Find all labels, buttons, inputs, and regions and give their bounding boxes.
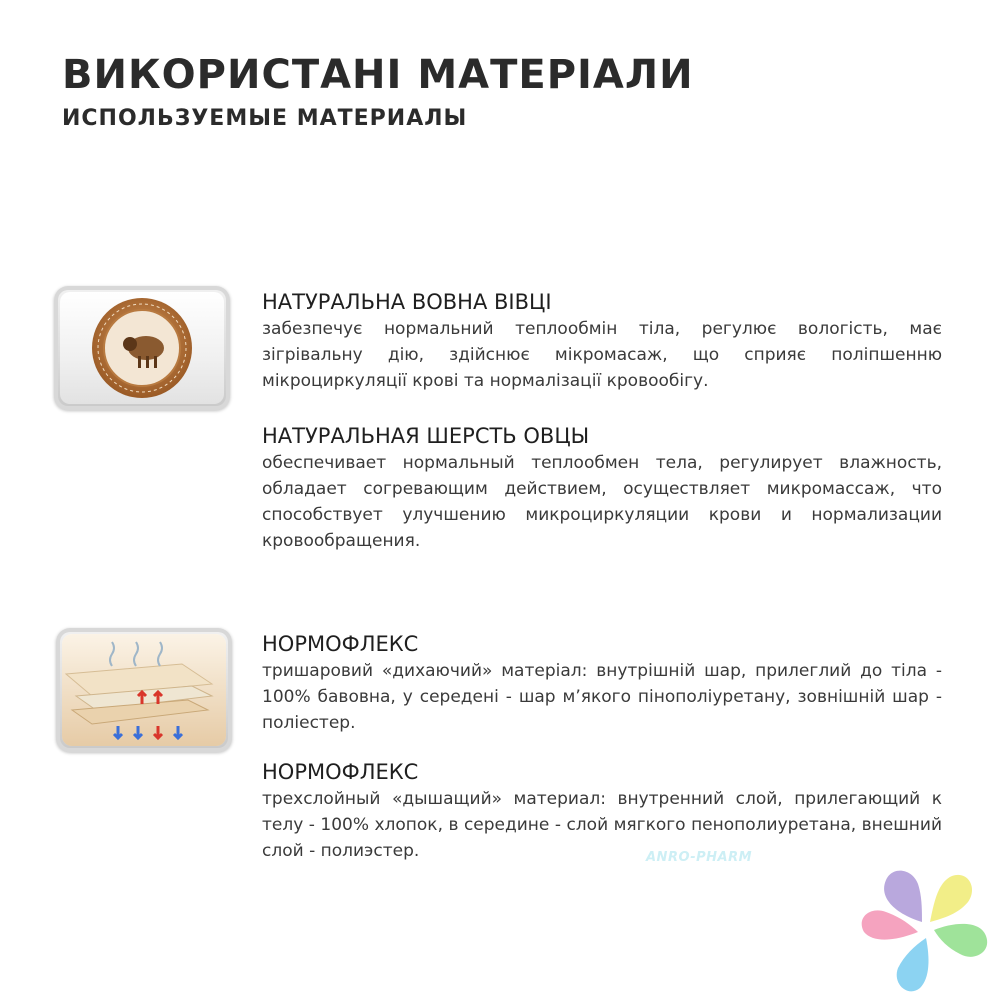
material-normoflex-ru [262, 758, 942, 864]
material-title: НАТУРАЛЬНА ВОВНА ВІВЦІ [262, 290, 552, 314]
material-title: НАТУРАЛЬНАЯ ШЕРСТЬ ОВЦЫ [262, 424, 590, 448]
watermark: ANRO-PHARM [646, 850, 753, 865]
wool-tile [54, 286, 230, 410]
normoflex-tile [56, 628, 232, 752]
layered-fabric-icon [62, 634, 226, 746]
page-title: ВИКОРИСТАНІ МАТЕРІАЛИ [62, 52, 694, 98]
material-wool-ua [262, 288, 942, 394]
material-wool-ru [262, 422, 942, 554]
material-description: трехслойный «дышащий» материал: внутренний слой, прилегающий к телу - 100% хлопок, в середине - слой мягкого пенополиуретана, внешний слой - полиэстер. [262, 789, 942, 861]
page-subtitle: ИСПОЛЬЗУЕМЫЕ МАТЕРИАЛЫ [62, 106, 468, 131]
four-heart-flower-logo [856, 862, 996, 998]
sheep-wool-icon [60, 292, 224, 404]
material-title: НОРМОФЛЕКС [262, 760, 419, 784]
material-description: обеспечивает нормальный теплообмен тела, регулирует влажность, обладает согревающим действием, осуществляет микромассаж, что способствует улучшению микроциркуляции крови и нормализации кровообращения. [262, 453, 942, 551]
material-description: тришаровий «дихаючий» матеріал: внутрішній шар, прилеглий до тіла - 100% бавовна, у середені - шар м’якого пінополіуретану, зовнішній шар - поліестер. [262, 661, 942, 733]
material-normoflex-ua [262, 630, 942, 736]
material-description: забезпечує нормальний теплообмін тіла, регулює вологість, має зігрівальну дію, здійснює мікромасаж, що сприяє поліпшенню мікроциркуляції крові та нормалізації кровообігу. [262, 319, 942, 391]
material-title: НОРМОФЛЕКС [262, 632, 419, 656]
